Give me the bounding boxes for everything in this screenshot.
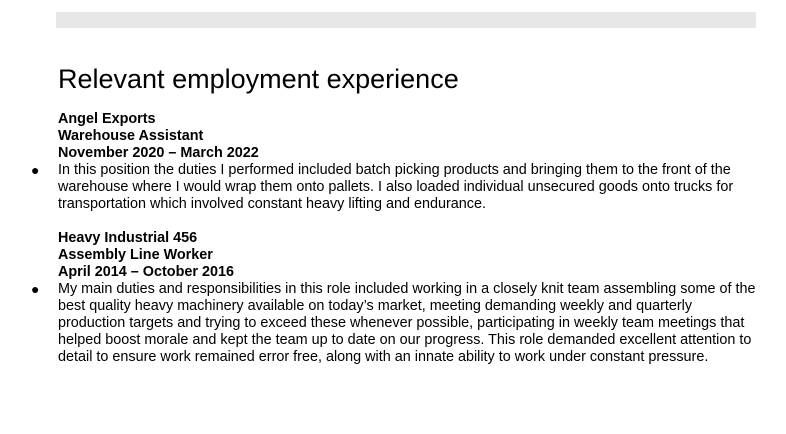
duty-bullet-item xyxy=(0,281,786,366)
header-bar xyxy=(56,12,756,28)
bullet-icon: ● xyxy=(31,162,40,178)
job-period: November 2020 – March 2022 xyxy=(58,145,259,161)
bullet-icon: ● xyxy=(31,281,40,297)
job-description: My main duties and responsibilities in this role included working in a closely knit team assembling some of the best quality heavy machinery available on today’s market, meeting demanding weekly and quarterly production targets and trying to exceed these whenever possible, participating in weekly team meetings that helped boost morale and kept the team up to date on our progress. This role demanded excellent attention to detail to ensure work remained error free, along with an innate ability to work under constant pressure. xyxy=(58,281,756,365)
job-entry xyxy=(0,111,786,213)
job-entry xyxy=(0,230,786,366)
job-role: Assembly Line Worker xyxy=(58,247,213,263)
duty-bullet-item xyxy=(0,162,786,213)
job-description: In this position the duties I performed included batch picking products and bringing them to the front of the warehouse where I would wrap them onto pallets. I also loaded individual unsecured goods onto trucks for transportation which involved constant heavy lifting and endurance. xyxy=(58,162,734,212)
job-role: Warehouse Assistant xyxy=(58,128,204,144)
company-name: Heavy Industrial 456 xyxy=(58,230,198,246)
section-heading: Relevant employment experience xyxy=(58,64,459,95)
job-period: April 2014 – October 2016 xyxy=(58,264,234,280)
company-name: Angel Exports xyxy=(58,111,156,127)
